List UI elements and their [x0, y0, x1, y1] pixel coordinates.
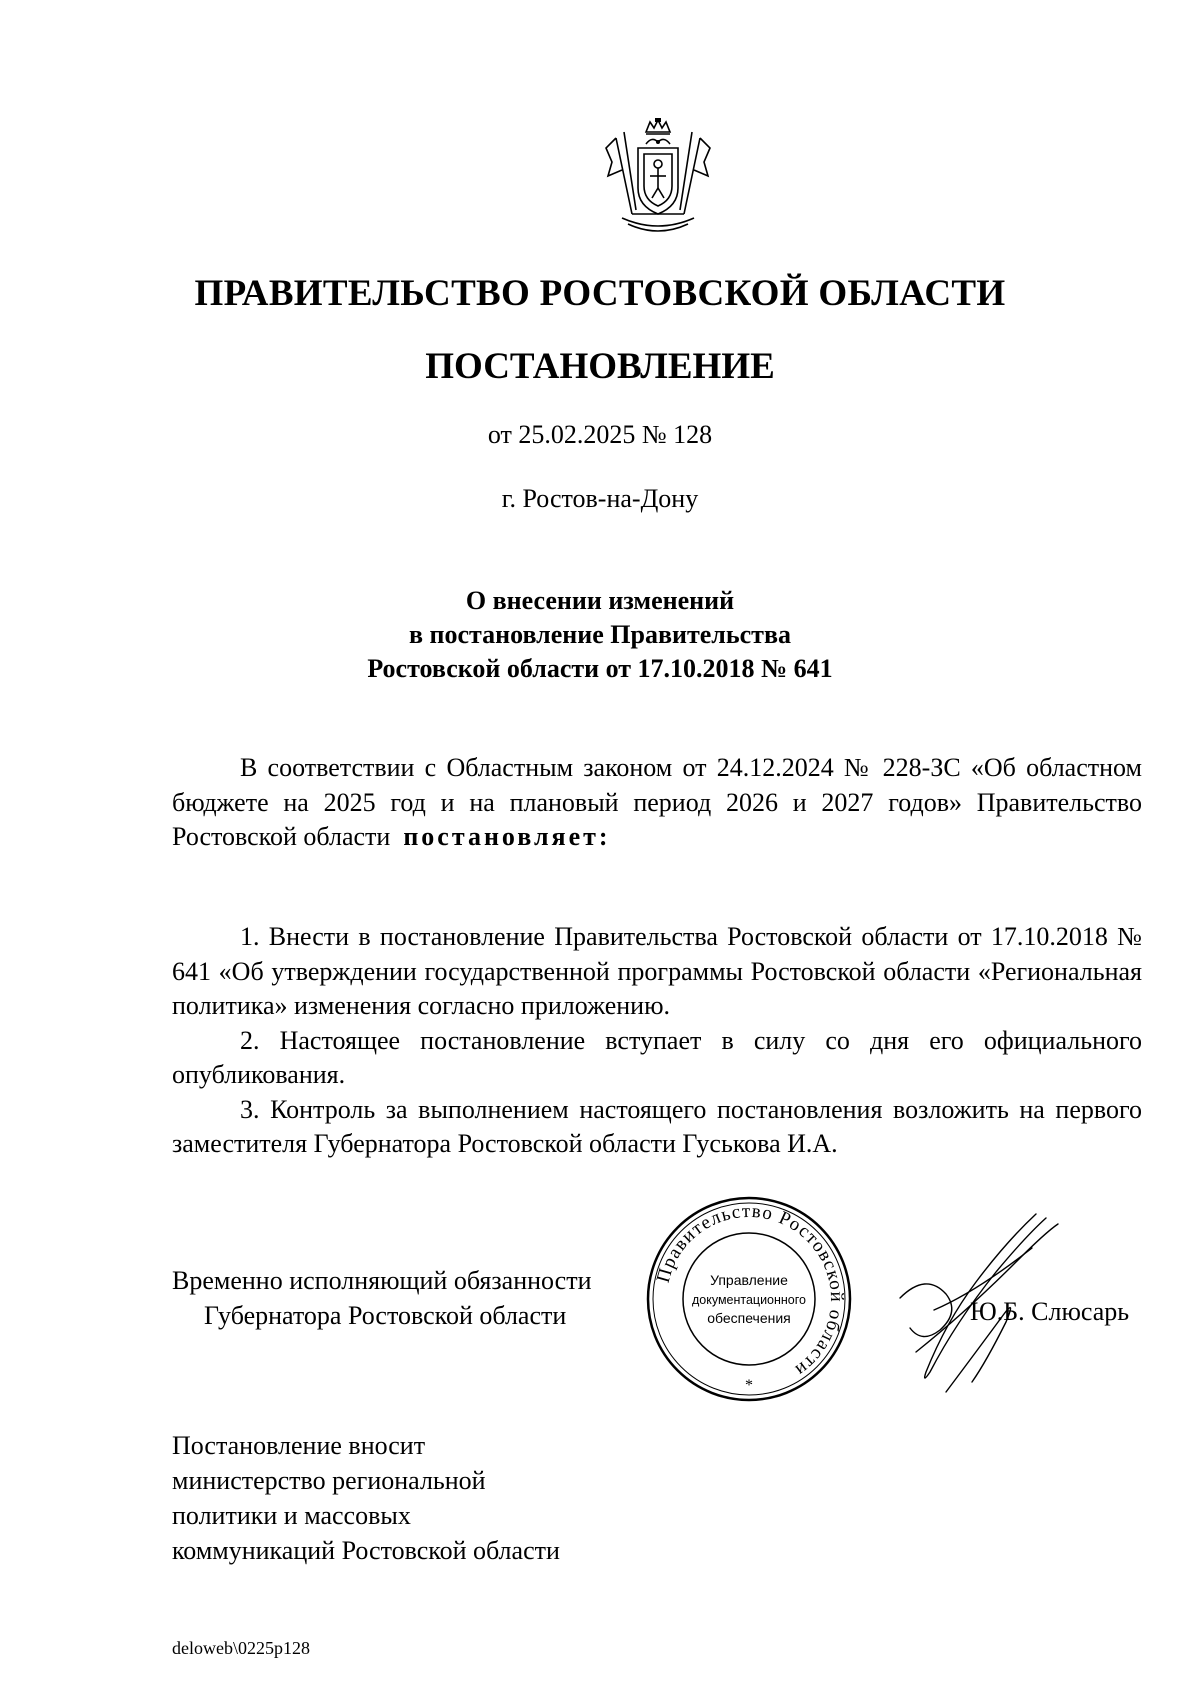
resolution-item: 2. Настоящее постановление вступает в силу со дня его официального опубликования. [172, 1025, 1142, 1089]
document-date-number: от 25.02.2025 № 128 [487, 420, 713, 449]
resolution-items [172, 920, 1142, 1162]
position-line: Временно исполняющий обязанности [172, 1266, 592, 1295]
stamp-outer-text [653, 1201, 847, 1381]
stamp-inner-line: обеспечения [707, 1310, 791, 1326]
resolution-item: 3. Контроль за выполнением настоящего постановления возложить на первого заместителя Губернатора Ростовской области Гуськова И.А. [172, 1094, 1142, 1158]
submitter-line: Постановление вносит [172, 1431, 426, 1460]
file-reference: deloweb\0225p128 [172, 1638, 310, 1658]
submitter-line: коммуникаций Ростовской области [172, 1536, 560, 1565]
subject-line: О внесении изменений [465, 586, 735, 615]
stamp-star: * [745, 1377, 753, 1394]
subject-line: в постановление Правительства [408, 620, 791, 649]
official-stamp [644, 1194, 854, 1404]
document-city: г. Ростов-на-Дону [501, 484, 699, 513]
position-line: Губернатора Ростовской области [204, 1301, 567, 1330]
preamble-text: В соответствии с Областным законом от 24.12.2024 № 228-ЗС «Об областном бюджете на 2025 год и на плановый период 2026 и 2027 годов» Правительство Ростовской области [172, 753, 1142, 851]
signer-name: Ю.Б. Слюсарь [970, 1297, 1130, 1326]
stamp-outer-textpath: Правительство Ростовской области [652, 1200, 848, 1382]
stamp-inner-line: документационного [692, 1292, 806, 1307]
decision-word: постановляет: [403, 822, 611, 851]
document-type: ПОСТАНОВЛЕНИЕ [425, 346, 775, 387]
preamble [172, 751, 1142, 855]
stamp-inner-line: Управление [710, 1272, 788, 1288]
submitter-block [172, 1428, 560, 1568]
coat-of-arms-icon [602, 118, 714, 240]
submitter-line: политики и массовых [172, 1501, 411, 1530]
signatory-position [172, 1263, 592, 1333]
organization-title: ПРАВИТЕЛЬСТВО РОСТОВСКОЙ ОБЛАСТИ [194, 273, 1006, 314]
submitter-line: министерство региональной [172, 1466, 486, 1495]
subject-line: Ростовской области от 17.10.2018 № 641 [367, 654, 833, 683]
document-subject [0, 584, 1200, 686]
resolution-item: 1. Внести в постановление Правительства Ростовской области от 17.10.2018 № 641 «Об утверждении государственной программы Ростовской области «Региональная политика» изменения согласно приложению. [172, 922, 1142, 1020]
